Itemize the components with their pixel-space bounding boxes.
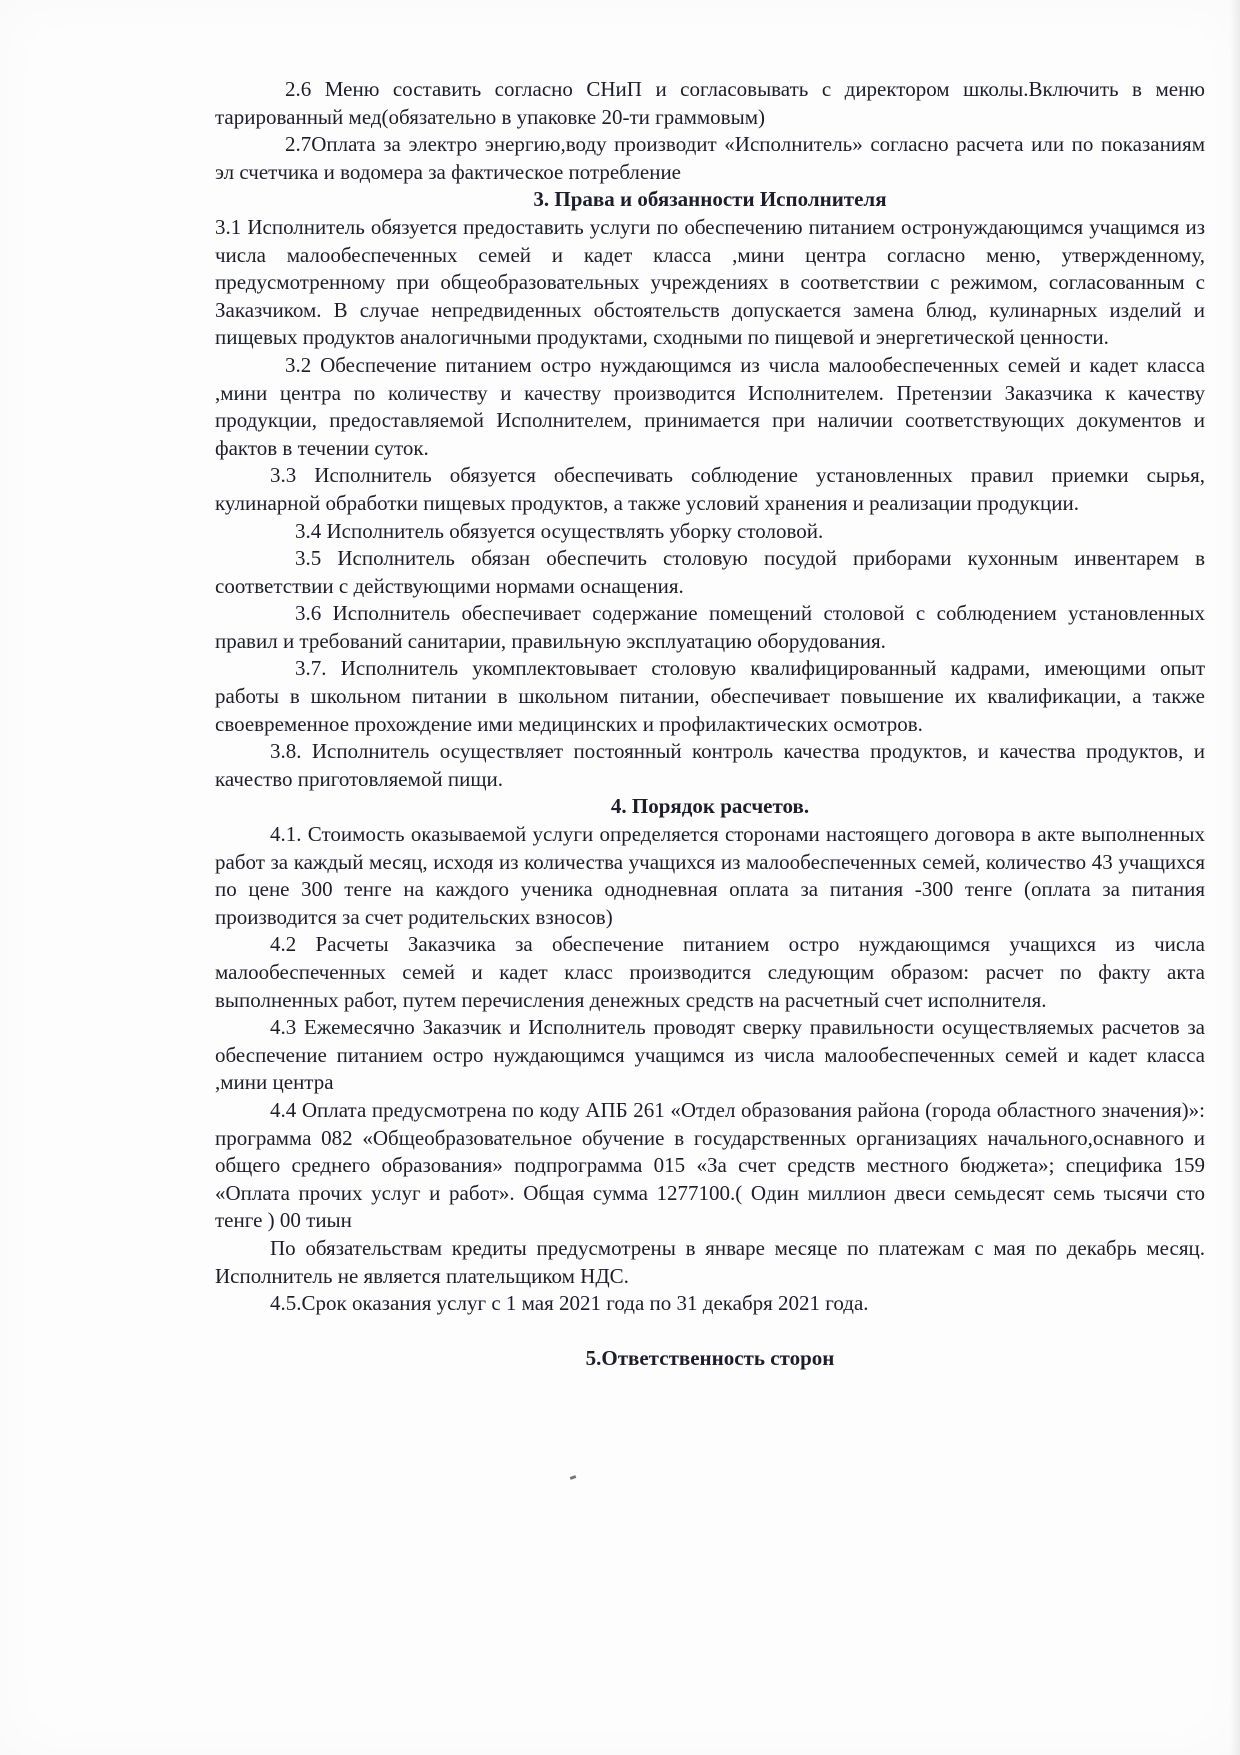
paragraph-4-4-obligations: По обязательствам кредиты предусмотрены в январе месяце по платежам с мая по декабрь месяц. Исполнитель не является плательщиком НДС.	[215, 1235, 1205, 1288]
paragraph-4-5: 4.5.Срок оказания услуг с 1 мая 2021 года по 31 декабря 2021 года.	[270, 1291, 869, 1316]
spacer	[215, 1318, 1205, 1345]
paragraph-3-7: 3.7. Исполнитель укомплектовывает столовую квалифицированный кадрами, имеющими опыт работы в школьном питании в школьном питании, обеспечивает повышение их квалификации, а также своевременное прохождение ими медицинских и профилактических осмотров.	[215, 656, 1205, 736]
paragraph-4-3: 4.3 Ежемесячно Заказчик и Исполнитель проводят сверку правильности осуществляемых расчетов за обеспечение питанием остро нуждающимся учащимся из числа малообеспеченных семей и кадет класса ,мини центра	[215, 1015, 1205, 1095]
scan-speck	[570, 1475, 577, 1480]
paragraph-3-3: 3.3 Исполнитель обязуется обеспечивать соблюдение установленных правил приемки сырья, кулинарной обработки пищевых продуктов, а также условий хранения и реализации продукции.	[215, 463, 1205, 515]
paragraph-4-1: 4.1. Стоимость оказываемой услуги определяется сторонами настоящего договора в акте выполненных работ за каждый месяц, исходя из количества учащихся из малообеспеченных семей, количество 43 учащихся по цене 300 тенге на каждого ученика однодневная оплата за питания -300 тенге (оплата за питания производится за счет родительских взносов)	[215, 822, 1205, 929]
paragraph-2-6: 2.6 Меню составить согласно СНиП и согласовывать с директором школы.Включить в меню тарированный мед(обязательно в упаковке 20-ти граммовым)	[215, 77, 1205, 129]
paragraph-4-4: 4.4 Оплата предусмотрена по коду АПБ 261 «Отдел образования района (города областного значения)»: программа 082 «Общеобразовательное обучение в государственных организациях начального,оснавного и общего среднего образования» подпрограмма 015 «За счет средств местного бюджета»; специфика 159 «Оплата прочих услуг и работ». Общая сумма 1277100.( Один миллион двеси семьдесят семь тысячи сто тенге ) 00 тиын	[215, 1097, 1205, 1233]
scan-edge	[1230, 0, 1240, 1755]
section-4-title: 4. Порядок расчетов.	[610, 794, 810, 819]
section-3-title: 3. Права и обязанности Исполнителя	[533, 187, 887, 212]
paragraph-3-1: 3.1 Исполнитель обязуется предоставить услуги по обеспечению питанием остронуждающимся учащимся из числа малообеспеченных семей и кадет класса ,мини центра согласно меню, утвержденному, предусмотренному при общеобразовательных учреждениях в соответствии с режимом, согласованным с Заказчиком. В случае непредвиденных обстоятельств допускается замена блюд, кулинарных изделий и пищевых продуктов аналогичными продуктами, сходными по пищевой и энергетической ценности.	[215, 214, 1205, 350]
paragraph-3-2: 3.2 Обеспечение питанием остро нуждающимся из числа малообеспеченных семей и кадет класса ,мини центра по количеству и качеству производится Исполнителем. Претензии Заказчика к качеству продукции, предоставляемой Исполнителем, принимается при наличии соответствующих документов и фактов в течении суток.	[215, 352, 1205, 460]
document-body	[215, 76, 1205, 1372]
paragraph-3-4: 3.4 Исполнитель обязуется осуществлять уборку столовой.	[295, 518, 824, 543]
paragraph-3-6: 3.6 Исполнитель обеспечивает содержание помещений столовой с соблюдением установленных правил и требований санитарии, правильную эксплуатацию оборудования.	[215, 601, 1205, 653]
paragraph-4-2: 4.2 Расчеты Заказчика за обеспечение питанием остро нуждающимся учащихся из числа малообеспеченных семей и кадет класс производится следующим образом: расчет по факту акта выполненных работ, путем перечисления денежных средств на расчетный счет исполнителя.	[215, 932, 1205, 1012]
paragraph-2-7: 2.7Оплата за электро энергию,воду производит «Исполнитель» согласно расчета или по показаниям эл счетчика и водомера за фактическое потребление	[215, 132, 1205, 184]
paragraph-3-8: 3.8. Исполнитель осуществляет постоянный контроль качества продуктов, и качества продуктов, и качество приготовляемой пищи.	[215, 739, 1205, 791]
paragraph-3-5: 3.5 Исполнитель обязан обеспечить столовую посудой приборами кухонным инвентарем в соответствии с действующими нормами оснащения.	[215, 546, 1205, 598]
section-5-title: 5.Ответственность сторон	[585, 1345, 835, 1370]
